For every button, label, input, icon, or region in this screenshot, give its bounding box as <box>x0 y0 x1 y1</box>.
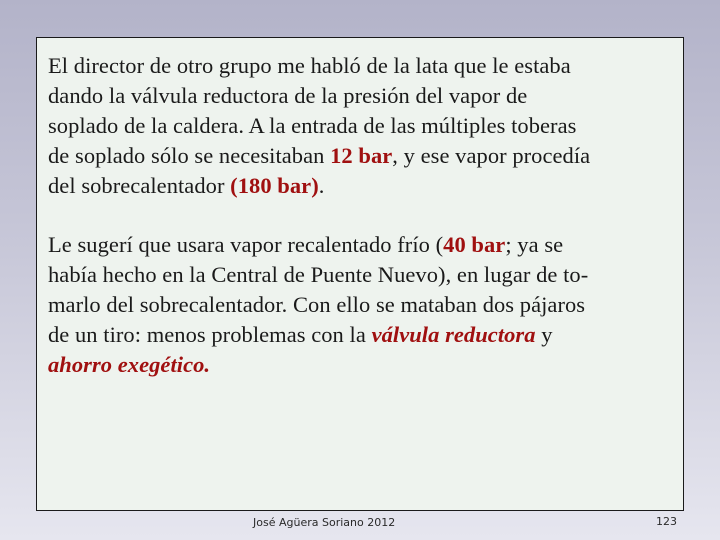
paragraph-1-line-4-rest: , y ese vapor procedía <box>392 143 591 168</box>
paragraph-2-line-2: había hecho en la Central de Puente Nuevo), en lugar de to- <box>48 262 589 287</box>
pressure-40-bar: 40 bar <box>443 232 506 257</box>
page-number: 123 <box>656 515 677 528</box>
paragraph-2-line-1-text: Le sugerí que usara vapor recalentado frío ( <box>48 232 444 257</box>
paragraph-2-line-5 <box>48 350 680 380</box>
footer-author: José Agüera Soriano 2012 <box>253 516 396 529</box>
pressure-12-bar: 12 bar <box>330 143 393 168</box>
ahorro-exegetico-emphasis: ahorro exegético <box>48 352 205 377</box>
pressure-180-bar: (180 bar) <box>230 173 319 198</box>
paragraph-1-line-5-text: del sobrecalentador <box>48 173 231 198</box>
paragraph-1-line-2: dando la válvula reductora de la presión del vapor de <box>48 83 528 108</box>
paragraph-2-line-1 <box>48 230 680 260</box>
paragraph-2-line-1-rest: ; ya se <box>505 232 564 257</box>
paragraph-1-line-5 <box>48 171 680 201</box>
paragraph-1-line-5-rest: . <box>318 173 325 198</box>
paragraph-1-line-1: El director de otro grupo me habló de la lata que le estaba <box>48 53 571 78</box>
paragraph-1-line-3: soplado de la caldera. A la entrada de las múltiples toberas <box>48 113 577 138</box>
paragraph-1-line-4 <box>48 141 680 171</box>
paragraph-1 <box>48 51 680 201</box>
paragraph-2-line-3: marlo del sobrecalentador. Con ello se mataban dos pájaros <box>48 292 586 317</box>
paragraph-2 <box>48 230 680 380</box>
valvula-reductora-emphasis: válvula reductora <box>371 322 536 347</box>
paragraph-2-line-4-rest: y <box>535 322 553 347</box>
paragraph-2-line-4-text: de un tiro: menos problemas con la <box>48 322 372 347</box>
ahorro-exegetico-period: . <box>204 352 211 377</box>
paragraph-1-line-4-text: de soplado sólo se necesitaban <box>48 143 331 168</box>
paragraph-2-line-4 <box>48 320 680 350</box>
